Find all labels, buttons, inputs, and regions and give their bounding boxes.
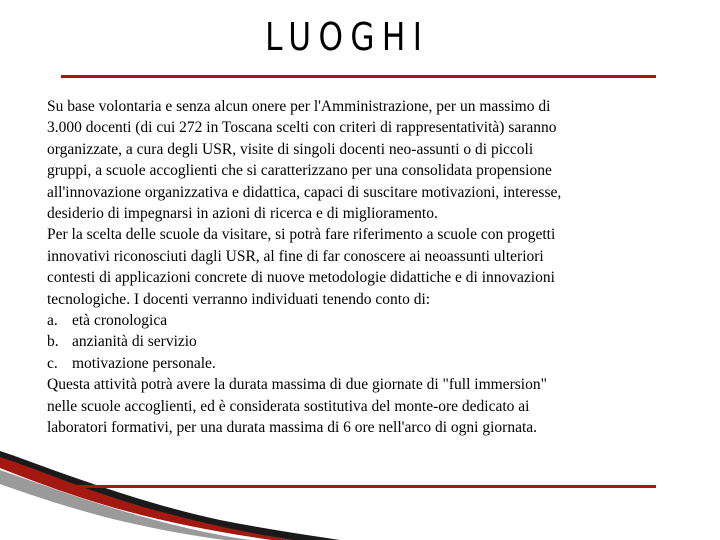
body-line: Su base volontaria e senza alcun onere per l'Amministrazione, per un massimo di — [47, 98, 551, 115]
list-item — [47, 331, 677, 352]
body-line: Per la scelta delle scuole da visitare, si potrà fare riferimento a scuole con progetti — [47, 226, 556, 244]
body-line: laboratori formativi, per una durata massima di 6 ore nell'arco di ogni giornata. — [47, 419, 538, 437]
list-item — [47, 353, 677, 374]
body-line: innovativi riconosciuti dagli USR, al fine di far conoscere ai neoassunti ulteriori — [47, 247, 544, 265]
slide-title: LUOGHI — [265, 15, 430, 59]
body-line: Questa attività potrà avere la durata massima di due giornate di "full immersion" — [47, 376, 547, 394]
body-line: nelle scuole accoglienti, ed è considerata sostitutiva del monte-ore dedicato ai — [47, 397, 530, 415]
list-item — [47, 310, 677, 331]
title-underline-divider — [61, 75, 656, 78]
body-line: desiderio di impegnarsi in azioni di ricerca e di miglioramento. — [47, 205, 438, 223]
list-marker: b. — [47, 333, 59, 351]
bottom-divider — [61, 485, 656, 488]
body-line: tecnologiche. I docenti verranno individuati tenendo conto di: — [47, 290, 431, 308]
body-line: 3.000 docenti (di cui 272 in Toscana scelti con criteri di rappresentatività) saranno — [47, 119, 557, 137]
decorative-swoosh-graphic — [0, 440, 720, 540]
body-line: all'innovazione organizzativa e didattica, capaci di suscitare motivazioni, interesse, — [47, 183, 562, 201]
list-item-text: età cronologica — [72, 312, 168, 330]
list-marker: a. — [47, 312, 58, 330]
body-line: contesti di applicazioni concrete di nuove metodologie didattiche e di innovazioni — [47, 269, 555, 287]
body-line: gruppi, a scuole accoglienti che si caratterizzano per una consolidata propensione — [47, 162, 552, 180]
body-text — [47, 96, 677, 439]
list-item-text: anzianità di servizio — [72, 333, 197, 351]
body-line: organizzate, a cura degli USR, visite di singoli docenti neo-assunti o di piccoli — [47, 140, 534, 158]
list-item-text: motivazione personale. — [72, 354, 216, 372]
list-marker: c. — [47, 354, 58, 372]
